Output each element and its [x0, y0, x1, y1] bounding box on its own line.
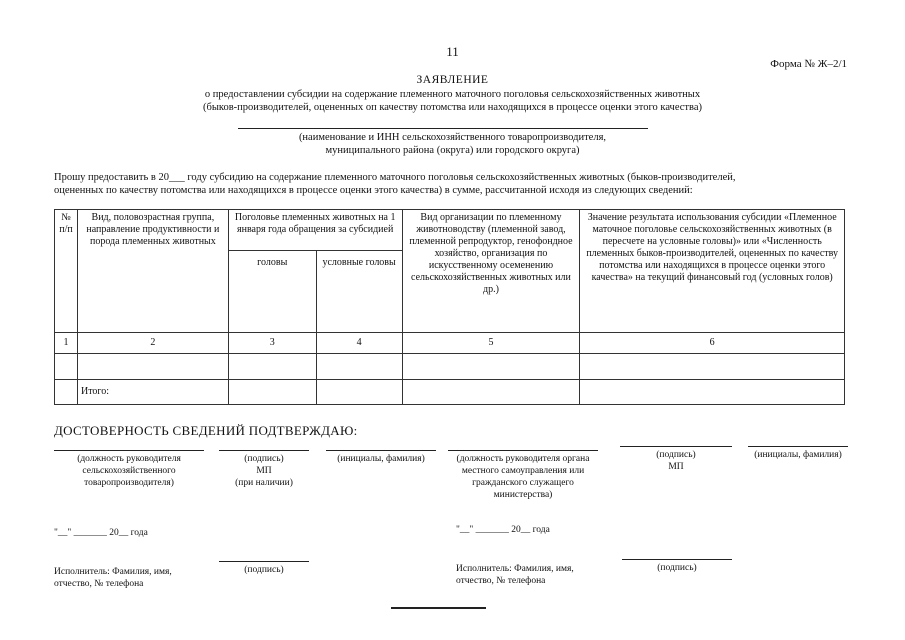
- signature-line: [748, 446, 848, 447]
- applicant-caption: [0, 131, 905, 157]
- left-executor-signature: (подпись): [244, 565, 284, 575]
- table-cell: [316, 380, 402, 405]
- signature-label: (подпись): [244, 454, 284, 464]
- left-date: "__" _______ 20__ года: [54, 528, 148, 538]
- subsidy-table: [54, 209, 845, 405]
- signature-line: [620, 446, 732, 447]
- table-numbering-row: [55, 333, 845, 354]
- table-cell: [228, 354, 316, 380]
- right-executor: Исполнитель: Фамилия, имя, отчество, № телефона: [456, 564, 574, 586]
- applicant-underline: [238, 128, 648, 129]
- applicant-caption-line: (наименование и ИНН сельскохозяйственного товаропроизводителя,: [298, 132, 607, 143]
- table-cell: [316, 354, 402, 380]
- document-title: ЗАЯВЛЕНИЕ: [416, 74, 489, 86]
- col-heads-header: головы: [228, 251, 316, 333]
- request-line: оцененных по качеству потомства или находящихся в процессе оценки этого качества) в сумме, рассчитанной исходя из следующих сведений:: [54, 185, 693, 196]
- column-number: 1: [55, 333, 78, 354]
- column-number: 3: [228, 333, 316, 354]
- signature-line: [326, 450, 436, 451]
- left-position-caption: (должность руководителя сельскохозяйственного товаропроизводителя): [77, 454, 181, 488]
- form-number: Форма № Ж–2/1: [770, 58, 847, 70]
- left-executor: Исполнитель: Фамилия, имя, отчество, № телефона: [54, 567, 172, 589]
- table-total-row: [55, 380, 845, 405]
- page-number: 11: [446, 44, 459, 59]
- signature-line: [219, 561, 309, 562]
- col-number-header: № п/п: [55, 210, 78, 333]
- table-cell: [580, 354, 845, 380]
- table-cell: [402, 354, 580, 380]
- right-position-caption: (должность руководителя органа местного самоуправления или гражданского служащего министерства): [456, 454, 590, 500]
- signature-line: [219, 450, 309, 451]
- column-number: 6: [580, 333, 845, 354]
- col-organization-header: Вид организации по племенному животноводству (племенной завод, племенной репродуктор, генофондное хозяйство, организация по искусственному осеменению сельскохозяйственных животных или др.): [402, 210, 580, 333]
- right-date: "__" _______ 20__ года: [456, 525, 550, 535]
- table-row: [55, 354, 845, 380]
- table-cell: [228, 380, 316, 405]
- col-conditional-heads-header: условные головы: [316, 251, 402, 333]
- stamp-label: МП: [668, 462, 684, 472]
- confirmation-heading: ДОСТОВЕРНОСТЬ СВЕДЕНИЙ ПОДТВЕРЖДАЮ:: [54, 423, 358, 438]
- request-line: Прошу предоставить в 20___ году субсидию на содержание племенного маточного поголовья сельскохозяйственных животных (быков-производителей,: [54, 172, 736, 183]
- table-cell: [55, 380, 78, 405]
- signature-line: [448, 450, 598, 451]
- right-signature-caption: [620, 449, 732, 473]
- column-number: 2: [77, 333, 228, 354]
- subtitle-line: (быков-производителей, оцененных оп качеству потомства или находящихся в процессе оценки этого качества): [202, 102, 702, 113]
- left-signature-caption: [219, 453, 309, 489]
- table-cell: [402, 380, 580, 405]
- signature-line: [54, 450, 204, 451]
- table-cell: [55, 354, 78, 380]
- total-label: Итого:: [77, 380, 228, 405]
- footer-separator: [391, 607, 486, 609]
- subtitle-line: о предоставлении субсидии на содержание племенного маточного поголовья сельскохозяйственных животных: [204, 89, 701, 100]
- column-number: 4: [316, 333, 402, 354]
- stamp-note: (при наличии): [235, 478, 293, 488]
- col-type-header: Вид, половозрастная группа, направление продуктивности и порода племенных животных: [77, 210, 228, 333]
- column-number: 5: [402, 333, 580, 354]
- signature-label: (подпись): [656, 450, 696, 460]
- left-initials-caption: (инициалы, фамилия): [337, 454, 425, 464]
- col-livestock-header: Поголовье племенных животных на 1 января года обращения за субсидией: [228, 210, 402, 251]
- signature-line: [622, 559, 732, 560]
- table-cell: [580, 380, 845, 405]
- applicant-caption-line: муниципального района (округа) или городского округа): [325, 145, 580, 156]
- document-subtitle: [0, 88, 905, 114]
- request-text: [54, 171, 854, 197]
- right-executor-signature: (подпись): [657, 563, 697, 573]
- col-result-header: Значение результата использования субсидии «Племенное маточное поголовье сельскохозяйственных животных (в пересчете на условные головы)» или «Численность племенных быков-производителей, оцененных по качеству потомства или находящихся в процессе оценки этого качества» на текущий финансовый год (условных голов): [580, 210, 845, 333]
- table-cell: [77, 354, 228, 380]
- table-header-row: [55, 210, 845, 251]
- stamp-label: МП: [256, 466, 272, 476]
- right-initials-caption: (инициалы, фамилия): [754, 450, 842, 460]
